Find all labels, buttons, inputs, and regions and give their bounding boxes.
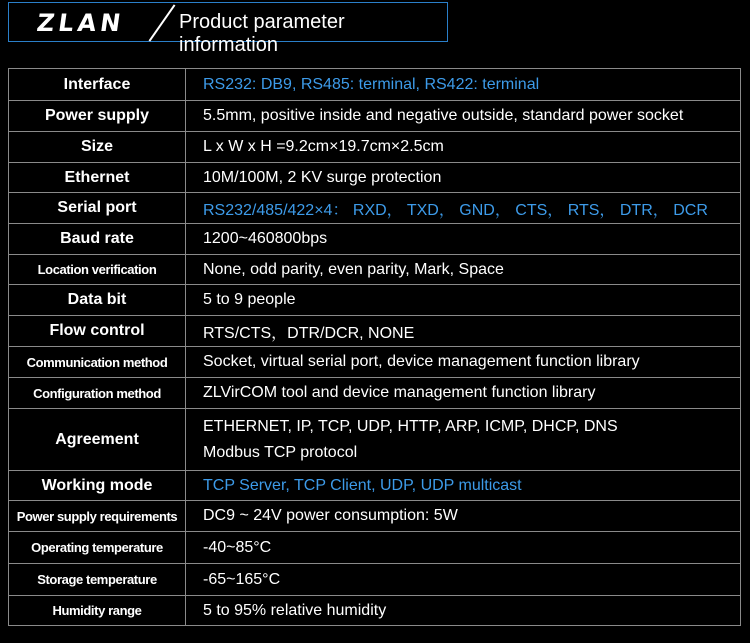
table-row-power-supply-requirements <box>9 501 741 532</box>
header-banner <box>8 2 448 56</box>
row-label: Power supply <box>9 101 186 132</box>
row-value-line-1: ETHERNET, IP, TCP, UDP, HTTP, ARP, ICMP, DHCP, DNS <box>203 417 618 435</box>
parameter-table <box>8 68 741 626</box>
table-row-operating-temperature <box>9 532 741 564</box>
table-row-flow-control <box>9 316 741 347</box>
row-value: -65~165°C <box>186 564 741 596</box>
page-title: Product parameter information <box>179 11 345 56</box>
table-row-power-supply <box>9 101 741 132</box>
table-row-storage-temperature <box>9 564 741 596</box>
table-row-humidity-range <box>9 596 741 626</box>
row-value: None, odd parity, even parity, Mark, Space <box>186 255 741 285</box>
table-row-interface <box>9 69 741 101</box>
row-value: 10M/100M, 2 KV surge protection <box>186 163 741 193</box>
row-label: Communication method <box>9 347 186 378</box>
table-row-working-mode <box>9 471 741 501</box>
row-value: RTS/CTS，DTR/DCR, NONE <box>186 316 741 347</box>
table-row-serial-port <box>9 193 741 224</box>
row-value-multiline <box>186 409 741 471</box>
table-row-baud-rate <box>9 224 741 255</box>
table-row-data-bit <box>9 285 741 316</box>
row-label: Serial port <box>9 193 186 224</box>
row-value: 5 to 95% relative humidity <box>186 596 741 626</box>
row-value: 1200~460800bps <box>186 224 741 255</box>
row-label: Configuration method <box>9 378 186 409</box>
row-label: Flow control <box>9 316 186 347</box>
row-label: Ethernet <box>9 163 186 193</box>
row-value: ZLVirCOM tool and device management function library <box>186 378 741 409</box>
header-divider <box>149 4 176 41</box>
row-value: -40~85°C <box>186 532 741 564</box>
table-row-agreement <box>9 409 741 471</box>
row-label: Agreement <box>9 409 186 471</box>
row-value: TCP Server, TCP Client, UDP, UDP multicast <box>186 471 741 501</box>
row-value-line-2: Modbus TCP protocol <box>203 443 358 461</box>
row-value: Socket, virtual serial port, device management function library <box>186 347 741 378</box>
table-row-size <box>9 132 741 163</box>
row-label: Data bit <box>9 285 186 316</box>
row-label: Humidity range <box>9 596 186 626</box>
table-row-location-verification <box>9 255 741 285</box>
row-value: RS232: DB9, RS485: terminal, RS422: terminal <box>186 69 741 101</box>
row-value: 5.5mm, positive inside and negative outside, standard power socket <box>186 101 741 132</box>
row-label: Storage temperature <box>9 564 186 596</box>
table-row-configuration-method <box>9 378 741 409</box>
row-label: Baud rate <box>9 224 186 255</box>
table-row-communication-method <box>9 347 741 378</box>
row-label: Operating temperature <box>9 532 186 564</box>
row-label: Size <box>9 132 186 163</box>
row-label: Working mode <box>9 471 186 501</box>
row-value: L x W x H =9.2cm×19.7cm×2.5cm <box>186 132 741 163</box>
row-label: Location verification <box>9 255 186 285</box>
row-value: 5 to 9 people <box>186 285 741 316</box>
row-label: Interface <box>9 69 186 101</box>
row-label: Power supply requirements <box>9 501 186 532</box>
row-value: DC9 ~ 24V power consumption: 5W <box>186 501 741 532</box>
table-row-ethernet <box>9 163 741 193</box>
zlan-logo: ZLAN <box>35 9 127 37</box>
row-value: RS232/485/422×4： RXD， TXD， GND， CTS， RTS， DTR， DCR <box>186 193 741 224</box>
